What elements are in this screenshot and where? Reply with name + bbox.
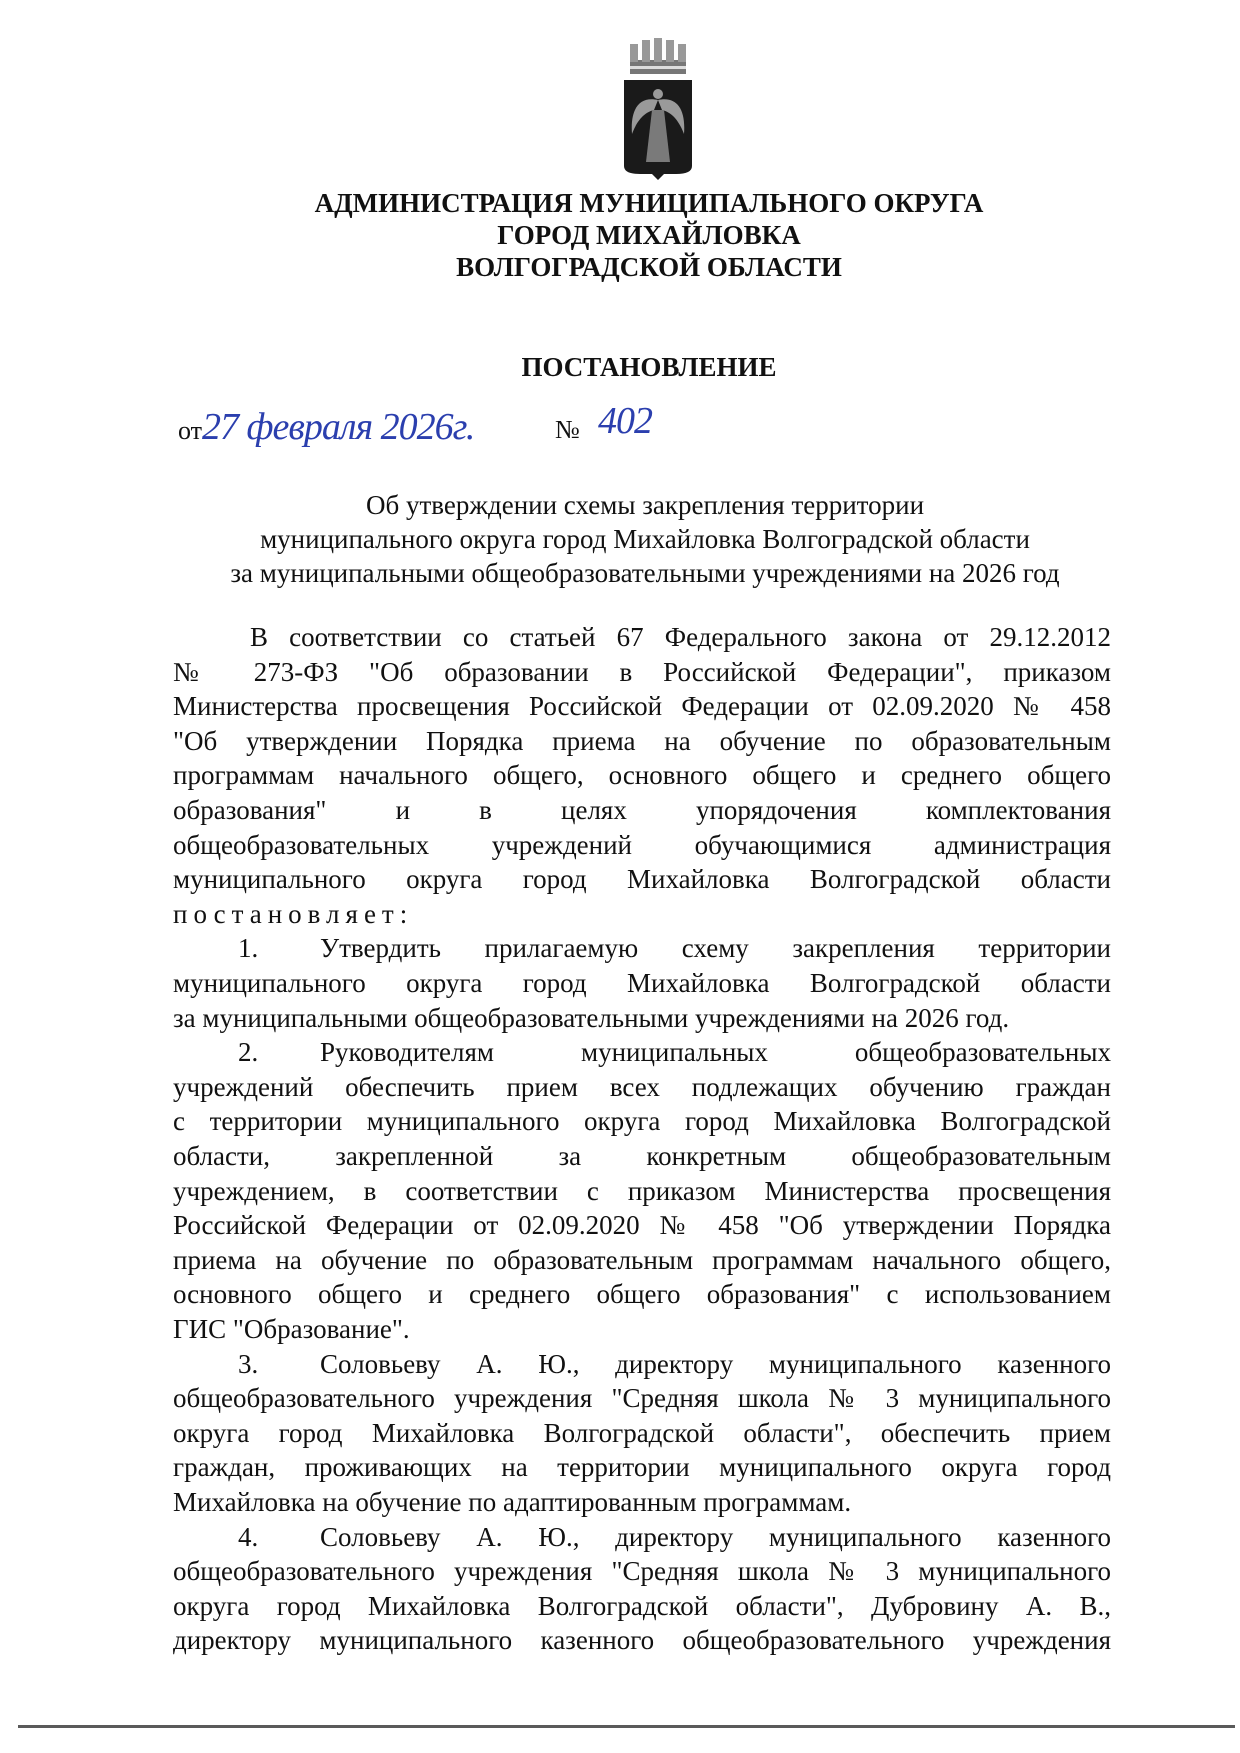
item-line: директору муниципального казенного общеобразовательного учреждения: [173, 1625, 1111, 1656]
item-line: основного общего и среднего общего образования" с использованием: [173, 1279, 1111, 1310]
subject-line: за муниципальными общеобразовательными учреждениями на 2026 год: [230, 558, 1060, 588]
preamble-line: № 273-ФЗ "Об образовании в Российской Федерации", приказом: [173, 656, 1111, 687]
from-label: от: [178, 416, 203, 445]
item-line: с территории муниципального округа город Михайловка Волгоградской: [173, 1106, 1111, 1137]
item-line: приема на обучение по образовательным программам начального общего,: [173, 1244, 1111, 1275]
item-line: Утвердить прилагаемую схему закрепления территории: [320, 933, 1111, 964]
item-line: учреждением, в соответствии с приказом Министерства просвещения: [173, 1175, 1111, 1206]
item-line: округа город Михайловка Волгоградской области", обеспечить прием: [173, 1417, 1111, 1448]
item-number: 3.: [238, 1348, 259, 1379]
item-line: учреждений обеспечить прием всех подлежащих обучению граждан: [173, 1071, 1111, 1102]
item-line: области, закрепленной за конкретным общеобразовательным: [173, 1141, 1111, 1171]
crown-icon: [630, 38, 686, 74]
item-number: 2.: [238, 1037, 259, 1068]
item-number: 4.: [238, 1521, 259, 1552]
preamble-line: программам начального общего, основного общего и среднего общего: [173, 760, 1111, 791]
org-name-line: ГОРОД МИХАЙЛОВКА: [497, 220, 801, 250]
item-line: Михайловка на обучение по адаптированным программам.: [173, 1487, 852, 1517]
preamble-line: муниципального округа город Михайловка Волгоградской области: [173, 864, 1111, 895]
preamble-line: "Об утверждении Порядка приема на обучение по образовательным: [173, 725, 1111, 756]
preamble-line: В соответствии со статьей 67 Федерального закона от 29.12.2012: [250, 622, 1111, 652]
item-line: Российской Федерации от 02.09.2020 № 458 "Об утверждении Порядка: [173, 1210, 1111, 1241]
item-line: ГИС "Образование".: [173, 1314, 410, 1344]
item-line: общеобразовательного учреждения "Средняя школа № 3 муниципального: [173, 1556, 1111, 1587]
handwritten-number: 402: [598, 400, 652, 442]
number-label: №: [555, 415, 580, 444]
org-name-line: ВОЛГОГРАДСКОЙ ОБЛАСТИ: [456, 252, 842, 282]
item-line: граждан, проживающих на территории муниципального округа город: [173, 1452, 1111, 1483]
coat-of-arms-emblem: [620, 38, 696, 182]
preamble-line: Министерства просвещения Российской Федерации от 02.09.2020 № 458: [173, 691, 1111, 722]
handwritten-date: 27 февраля 2026г.: [202, 406, 475, 448]
subject-line: Об утверждении схемы закрепления территории: [365, 490, 925, 520]
item-line: муниципального округа город Михайловка Волгоградской области: [173, 968, 1111, 998]
item-line: Соловьеву А. Ю., директору муниципального казенного: [320, 1348, 1111, 1379]
subject-line: муниципального округа город Михайловка Волгоградской области: [260, 524, 1030, 554]
item-line: общеобразовательного учреждения "Средняя школа № 3 муниципального: [173, 1383, 1111, 1414]
date-number-line: [178, 400, 652, 455]
preamble-line: постановляет:: [173, 898, 414, 929]
item-line: округа город Михайловка Волгоградской области", Дубровину А. В.,: [173, 1590, 1111, 1621]
item-line: Соловьеву А. Ю., директору муниципального казенного: [320, 1521, 1111, 1552]
preamble-line: образования" и в целях упорядочения комплектования: [173, 795, 1111, 825]
item-number: 1.: [238, 933, 259, 964]
scan-edge-line: [18, 1725, 1235, 1728]
item-line: Руководителям муниципальных общеобразовательных: [320, 1037, 1111, 1068]
item-line: за муниципальными общеобразовательными учреждениями на 2026 год.: [173, 1002, 1010, 1033]
org-name-line: АДМИНИСТРАЦИЯ МУНИЦИПАЛЬНОГО ОКРУГА: [314, 188, 984, 218]
document-type-title: ПОСТАНОВЛЕНИЕ: [521, 352, 777, 382]
preamble-line: общеобразовательных учреждений обучающимися администрация: [173, 829, 1111, 860]
